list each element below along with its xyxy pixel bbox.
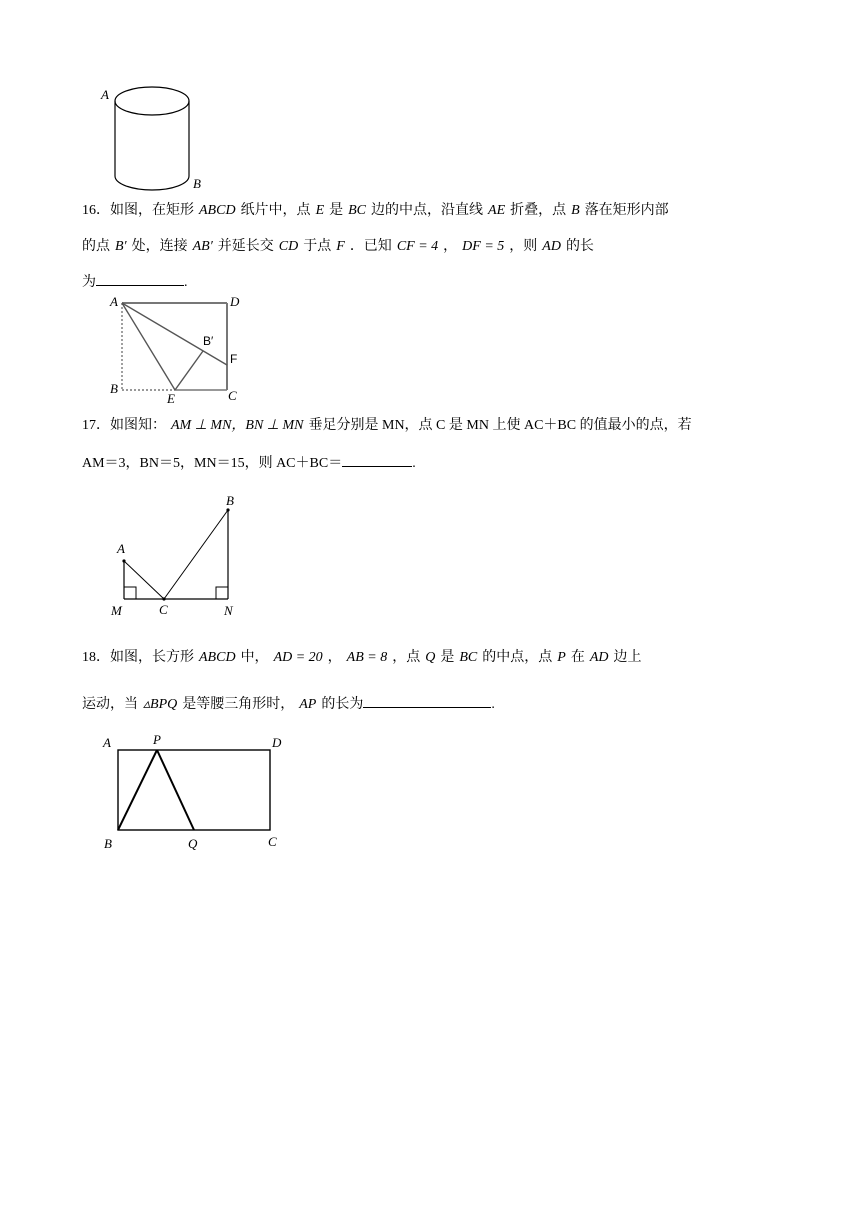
q17-text: 垂足分别是 MN，点 C 是 MN 上使 AC＋BC 的值最小的点，若: [308, 418, 692, 433]
q16-label-a: A: [110, 294, 118, 309]
q16-math: DF = 5: [462, 239, 505, 254]
q17-text: .: [412, 456, 416, 471]
q16-text: ．已知: [349, 239, 392, 254]
q17-math: AM ⊥ MN，BN ⊥ MN: [171, 418, 304, 433]
cylinder-label-a: A: [101, 87, 109, 102]
q17-label-c: C: [159, 602, 168, 617]
q18-math: Q: [425, 650, 436, 665]
q16-text: 是: [329, 203, 344, 218]
q17-answer-blank[interactable]: [342, 452, 412, 467]
q16-text: 并延长交: [217, 239, 274, 254]
q17-label-m: M: [111, 603, 122, 618]
q18-number: 18．: [82, 650, 110, 665]
q16-text: 纸片中，点: [240, 203, 311, 218]
q16-text: 为: [82, 275, 96, 290]
q17-text: AM＝3，BN＝5，MN＝15，则 AC＋BC＝: [82, 456, 343, 471]
q16-math: AB′: [192, 239, 213, 254]
q16-label-b-prime: B′: [203, 334, 214, 348]
q18-label-a: A: [103, 735, 111, 750]
q18-text: 是等腰三角形时，: [182, 697, 295, 712]
q17-figure: [108, 490, 248, 620]
q16-math: B: [571, 203, 580, 218]
q16-label-e: E: [167, 391, 175, 406]
q18-label-b: B: [104, 836, 112, 851]
q17-line2: [82, 452, 416, 474]
q18-math: AD = 20: [273, 650, 323, 665]
q18-label-p: P: [153, 732, 161, 747]
q18-math: AD: [589, 650, 609, 665]
q16-text: 的点: [82, 239, 110, 254]
q17-label-n: N: [224, 603, 233, 618]
q18-text: 在: [570, 650, 585, 665]
q16-number: 16．: [82, 203, 110, 218]
q16-math: E: [315, 203, 325, 218]
q18-math: AB = 8: [346, 650, 388, 665]
q16-figure: [108, 294, 248, 404]
q18-line2: [82, 693, 495, 715]
q18-text: .: [491, 697, 495, 712]
q18-answer-blank[interactable]: [363, 693, 491, 708]
q16-line2: [82, 237, 594, 257]
q18-text: 如图，长方形: [110, 650, 194, 665]
q18-text: 边上: [613, 650, 642, 665]
q16-text: 的长: [565, 239, 594, 254]
q16-math: CF = 4: [396, 239, 439, 254]
q16-text: 边的中点，沿直线: [371, 203, 484, 218]
q18-text: ，点: [392, 650, 421, 665]
q16-math: AE: [488, 203, 506, 218]
q17-text: 如图知：: [110, 418, 166, 433]
q16-text: 于点: [303, 239, 332, 254]
q18-math: AP: [299, 697, 317, 712]
q18-math: ABCD: [199, 650, 236, 665]
q16-math: ABCD: [199, 203, 236, 218]
q18-text: 的中点，点: [482, 650, 553, 665]
q16-text: .: [184, 275, 188, 290]
q16-math: F: [336, 239, 345, 254]
q16-label-b: B: [110, 381, 118, 396]
q17-number: 17．: [82, 418, 110, 433]
q16-text: ，则: [509, 239, 538, 254]
q17-label-b: B: [226, 493, 234, 508]
q16-text: 如图，在矩形: [110, 203, 194, 218]
q16-text: 折叠，点: [510, 203, 567, 218]
q18-label-c: C: [268, 834, 277, 849]
q16-text: 落在矩形内部: [584, 203, 669, 218]
q18-text: ，: [327, 650, 342, 665]
q18-label-d: D: [272, 735, 282, 750]
q16-answer-blank[interactable]: [96, 271, 184, 286]
q18-text: 的长为: [321, 697, 364, 712]
q18-text: 中，: [240, 650, 269, 665]
q16-math: CD: [278, 239, 299, 254]
q17-line1: [82, 416, 692, 436]
q16-text: ，: [443, 239, 458, 254]
q16-label-f: F: [230, 352, 238, 366]
q18-math: BC: [459, 650, 478, 665]
q18-text: 是: [440, 650, 455, 665]
q16-math: AD: [542, 239, 561, 254]
q18-text: 运动，当: [82, 697, 138, 712]
q16-line1: [82, 201, 669, 221]
cylinder-figure: [98, 82, 208, 194]
q18-figure: [100, 730, 290, 855]
cylinder-label-b: B: [193, 176, 201, 191]
q16-label-c: C: [228, 388, 237, 403]
q17-label-a: A: [117, 541, 125, 556]
q16-math: BC: [348, 203, 367, 218]
q18-math: P: [557, 650, 566, 665]
q16-text: 处，连接: [131, 239, 188, 254]
q16-line3: [82, 271, 188, 293]
q16-math: B′: [115, 239, 127, 254]
q18-line1: [82, 648, 641, 668]
q18-label-q: Q: [188, 836, 198, 851]
q16-label-d: D: [230, 294, 240, 309]
q18-math: ▵BPQ: [143, 697, 178, 712]
